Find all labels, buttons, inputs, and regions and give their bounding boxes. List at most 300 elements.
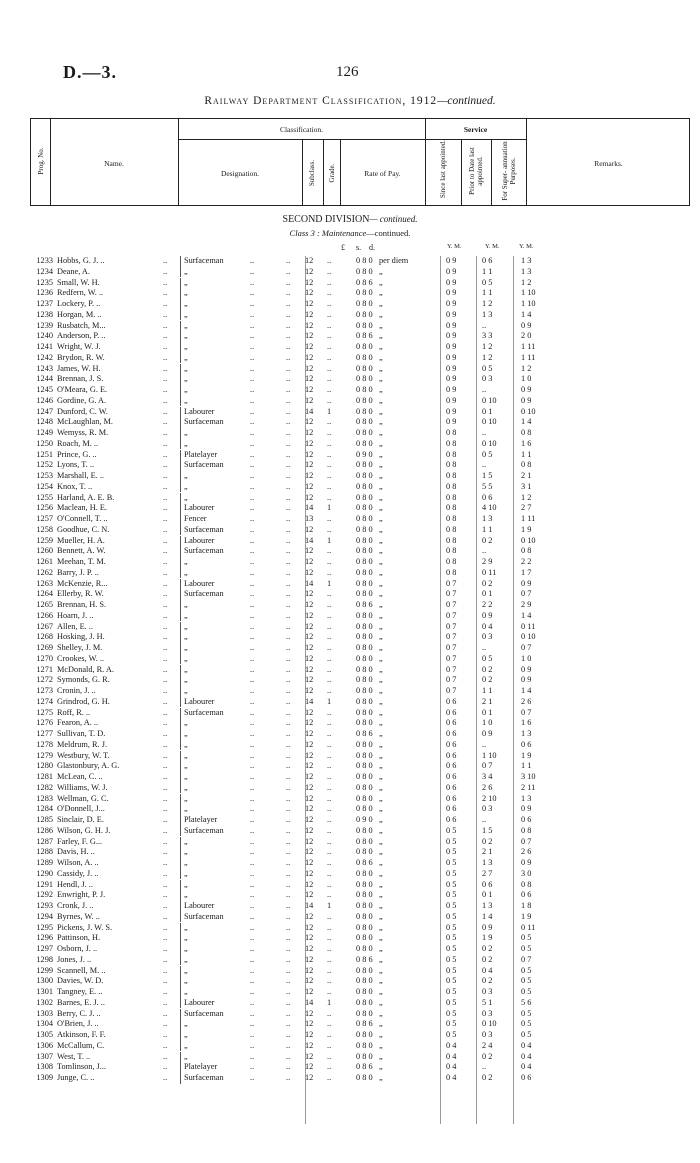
designation: „ (184, 395, 188, 405)
rate-of-pay: 0 8 0 (356, 911, 373, 921)
table-row (0, 880, 700, 891)
rate-of-pay: 0 8 0 (356, 653, 373, 663)
row-number: 1269 (36, 643, 53, 652)
leader-dots: .. (286, 610, 291, 620)
leader-dots: .. (286, 632, 291, 642)
row-number: 1238 (36, 309, 53, 319)
grade: .. (327, 256, 332, 265)
row-number: 1296 (36, 933, 53, 943)
superannuation-service: 0 9 (521, 320, 532, 330)
table-row (0, 675, 700, 686)
leader-dots: .. (250, 395, 255, 405)
leader-dots: .. (163, 277, 168, 287)
leader-dots: .. (163, 524, 168, 534)
designation: „ (184, 772, 188, 781)
leader-dots: .. (163, 761, 168, 771)
column-rule (180, 503, 181, 514)
prior-to-date: 0 3 (482, 1008, 493, 1018)
rate-unit: „ (379, 707, 383, 717)
prior-to-date: 0 2 (482, 836, 493, 846)
leader-dots: .. (286, 782, 291, 792)
rate-of-pay: 0 8 0 (356, 460, 373, 470)
grade: .. (327, 632, 332, 642)
column-rule (180, 428, 181, 439)
rate-of-pay: 0 8 0 (356, 825, 373, 835)
prior-to-date: 3 3 (482, 331, 493, 341)
prior-to-date: 0 9 (482, 922, 493, 932)
leader-dots: .. (163, 675, 168, 685)
leader-dots: .. (163, 589, 168, 599)
leader-dots: .. (250, 675, 255, 685)
grade: .. (327, 524, 332, 534)
leader-dots: .. (250, 653, 255, 663)
grade: .. (327, 288, 332, 298)
superannuation-service: 0 7 (521, 643, 532, 652)
employee-name: Goodhue, C. N. (57, 524, 110, 534)
prior-to-date: .. (482, 320, 487, 330)
rate-unit: „ (379, 1030, 383, 1039)
column-rule (180, 815, 181, 826)
leader-dots: .. (250, 664, 255, 674)
rate-unit: „ (379, 600, 383, 609)
rate-unit: „ (379, 933, 383, 943)
leader-dots: .. (250, 1062, 255, 1072)
column-rule (180, 858, 181, 869)
rate-of-pay: 0 8 0 (356, 266, 373, 276)
row-number: 1286 (36, 825, 53, 835)
rate-of-pay: 0 8 0 (356, 546, 373, 556)
leader-dots: .. (163, 438, 168, 448)
row-number: 1280 (36, 761, 53, 771)
class-label: Class 3 : Maintenance (289, 228, 367, 238)
employee-name: Meldrum, R. J. (57, 739, 108, 749)
rate-unit: „ (379, 761, 383, 771)
subclass: 12 (305, 922, 314, 932)
table-row (0, 1019, 700, 1030)
grade: .. (327, 965, 332, 975)
designation: „ (184, 643, 188, 652)
leader-dots: .. (163, 750, 168, 760)
subclass: 12 (305, 546, 314, 556)
rate-unit: „ (379, 879, 383, 889)
designation: „ (184, 266, 188, 276)
employee-name: Small, W. H. (57, 277, 100, 287)
leader-dots: .. (286, 944, 291, 953)
column-rule (180, 675, 181, 686)
grade: 1 (327, 997, 332, 1007)
division-title-suffix: — continued. (369, 214, 418, 224)
column-rule (180, 740, 181, 751)
designation: „ (184, 481, 188, 491)
subclass: 12 (305, 825, 314, 835)
grade: .. (327, 374, 332, 384)
superannuation-service: 0 8 (521, 546, 532, 556)
since-last-appointed: 0 9 (446, 363, 457, 373)
designation: „ (184, 374, 188, 384)
leader-dots: .. (286, 997, 291, 1007)
prior-to-date: 2 4 (482, 1040, 493, 1050)
leader-dots: .. (250, 266, 255, 276)
superannuation-service: 0 5 (521, 1008, 532, 1018)
superannuation-service: 5 6 (521, 997, 532, 1007)
rate-unit: „ (379, 976, 383, 986)
leader-dots: .. (286, 653, 291, 663)
rate-of-pay: 0 8 6 (356, 858, 373, 867)
superannuation-service: 0 5 (521, 1019, 532, 1029)
since-last-appointed: 0 5 (446, 922, 457, 932)
rate-of-pay: 0 8 0 (356, 772, 373, 781)
since-last-appointed: 0 9 (446, 266, 457, 276)
since-last-appointed: 0 5 (446, 965, 457, 975)
subclass: 12 (305, 363, 314, 373)
employee-name: Westbury, W. T. (57, 750, 110, 760)
prior-to-date: 0 10 (482, 438, 497, 448)
since-last-appointed: 0 5 (446, 997, 457, 1007)
since-last-appointed: 0 8 (446, 481, 457, 491)
since-last-appointed: 0 9 (446, 309, 457, 319)
leader-dots: .. (250, 804, 255, 814)
grade: .. (327, 546, 332, 556)
table-row (0, 568, 700, 579)
employee-name: Redfern, W. .. (57, 288, 104, 298)
leader-dots: .. (286, 696, 291, 706)
grade: .. (327, 750, 332, 760)
subclass: 12 (305, 858, 314, 867)
leader-dots: .. (250, 944, 255, 953)
column-rule (180, 1062, 181, 1073)
grade: 1 (327, 503, 332, 513)
rate-of-pay: 0 8 0 (356, 750, 373, 760)
row-number: 1284 (36, 804, 53, 814)
column-rule (180, 1019, 181, 1030)
leader-dots: .. (286, 277, 291, 287)
employee-name: Gordine, G. A. (57, 395, 107, 405)
designation: „ (184, 858, 188, 867)
row-number: 1248 (36, 417, 53, 427)
leader-dots: .. (286, 438, 291, 448)
table-row (0, 417, 700, 428)
table-row (0, 1073, 700, 1084)
row-number: 1304 (36, 1019, 53, 1029)
designation: „ (184, 793, 188, 803)
superannuation-service: 1 3 (521, 729, 532, 738)
superannuation-service: 0 6 (521, 815, 532, 824)
prior-to-date: 0 1 (482, 406, 493, 416)
column-rule (180, 396, 181, 407)
prior-to-date: 1 1 (482, 686, 493, 695)
subclass: 12 (305, 729, 314, 738)
leader-dots: .. (163, 600, 168, 609)
rate-unit: „ (379, 363, 383, 373)
table-row (0, 1009, 700, 1020)
superannuation-service: 0 7 (521, 589, 532, 599)
grade: .. (327, 460, 332, 470)
leader-dots: .. (286, 933, 291, 943)
grade: .. (327, 1019, 332, 1029)
prior-to-date: 0 4 (482, 621, 493, 631)
subclass: 12 (305, 965, 314, 975)
superannuation-service: 0 6 (521, 890, 532, 900)
rate-of-pay: 0 8 0 (356, 514, 373, 523)
since-last-appointed: 0 4 (446, 1073, 457, 1082)
grade: .. (327, 804, 332, 814)
leader-dots: .. (163, 309, 168, 319)
rate-unit: „ (379, 965, 383, 975)
subclass: 12 (305, 750, 314, 760)
employee-name: Horgan, M. .. (57, 309, 102, 319)
superannuation-service: 1 0 (521, 653, 532, 663)
col-since-last: Since last appointed. (439, 139, 447, 199)
since-last-appointed: 0 9 (446, 331, 457, 341)
leader-dots: .. (250, 492, 255, 502)
leader-dots: .. (286, 471, 291, 480)
rate-unit: „ (379, 578, 383, 588)
leader-dots: .. (163, 567, 168, 577)
leader-dots: .. (286, 1019, 291, 1029)
rate-of-pay: 0 8 0 (356, 761, 373, 771)
row-number: 1250 (36, 438, 53, 448)
leader-dots: .. (286, 363, 291, 373)
row-number: 1268 (36, 632, 53, 642)
leader-dots: .. (250, 911, 255, 921)
table-row (0, 374, 700, 385)
rate-unit: „ (379, 395, 383, 405)
since-last-appointed: 0 8 (446, 524, 457, 534)
since-last-appointed: 0 6 (446, 815, 457, 824)
employee-name: Lockery, P. .. (57, 299, 101, 308)
page-title (0, 95, 700, 107)
grade: .. (327, 815, 332, 824)
since-last-appointed: 0 5 (446, 879, 457, 889)
table-row (0, 998, 700, 1009)
rate-unit: „ (379, 686, 383, 695)
employee-name: Fearon, A. .. (57, 718, 99, 728)
rate-of-pay: 0 8 0 (356, 589, 373, 599)
rate-of-pay: 0 8 0 (356, 352, 373, 362)
row-number: 1233 (36, 256, 53, 265)
leader-dots: .. (250, 933, 255, 943)
superannuation-service: 0 6 (521, 739, 532, 749)
column-rule (180, 1009, 181, 1020)
rate-of-pay: 0 8 0 (356, 976, 373, 986)
employee-name: McDonald, R. A. (57, 664, 114, 674)
rate-unit: „ (379, 954, 383, 964)
subclass: 12 (305, 664, 314, 674)
designation: „ (184, 567, 188, 577)
rate-of-pay: 0 8 0 (356, 643, 373, 652)
table-row (0, 708, 700, 719)
leader-dots: .. (163, 331, 168, 341)
leader-dots: .. (286, 600, 291, 609)
since-last-appointed: 0 9 (446, 374, 457, 384)
superannuation-service: 0 8 (521, 428, 532, 437)
table-row (0, 794, 700, 805)
subclass: 14 (305, 901, 314, 910)
leader-dots: .. (163, 793, 168, 803)
designation: Surfaceman (184, 825, 224, 835)
subclass: 12 (305, 1008, 314, 1018)
designation: „ (184, 987, 188, 996)
subclass: 12 (305, 492, 314, 502)
subclass: 12 (305, 277, 314, 287)
column-rule (180, 417, 181, 428)
table-row (0, 718, 700, 729)
rate-of-pay: 0 8 0 (356, 557, 373, 566)
since-last-appointed: 0 5 (446, 976, 457, 986)
designation: „ (184, 664, 188, 674)
class-suffix: —continued. (366, 228, 411, 238)
designation: „ (184, 557, 188, 566)
leader-dots: .. (163, 911, 168, 921)
rate-of-pay: 0 8 0 (356, 1073, 373, 1082)
rate-of-pay: 0 8 0 (356, 922, 373, 932)
leader-dots: .. (286, 901, 291, 910)
table-row (0, 761, 700, 772)
superannuation-service: 1 1 (521, 449, 532, 459)
designation: „ (184, 1040, 188, 1050)
designation: „ (184, 492, 188, 502)
row-number: 1246 (36, 395, 53, 405)
row-number: 1266 (36, 610, 53, 620)
leader-dots: .. (286, 492, 291, 502)
designation: „ (184, 965, 188, 975)
prior-to-date: 0 4 (482, 965, 493, 975)
page-number: 126 (336, 64, 359, 80)
leader-dots: .. (286, 686, 291, 695)
leader-dots: .. (286, 793, 291, 803)
superannuation-service: 0 9 (521, 675, 532, 685)
designation: „ (184, 600, 188, 609)
column-rule (180, 267, 181, 278)
row-number: 1237 (36, 299, 53, 308)
employee-name: Scannell, M. .. (57, 965, 106, 975)
table-row (0, 847, 700, 858)
prior-to-date: .. (482, 1062, 487, 1072)
prior-to-date: 2 7 (482, 868, 493, 878)
designation: „ (184, 299, 188, 308)
rate-of-pay: 0 8 6 (356, 331, 373, 341)
subclass: 12 (305, 1030, 314, 1039)
rate-of-pay: 0 8 0 (356, 944, 373, 953)
subclass: 12 (305, 911, 314, 921)
row-number: 1240 (36, 331, 53, 341)
employee-name: Wilson, A. .. (57, 858, 99, 867)
leader-dots: .. (250, 449, 255, 459)
document-code: D.—3. (63, 62, 117, 82)
leader-dots: .. (163, 632, 168, 642)
rate-of-pay: 0 8 6 (356, 277, 373, 287)
leader-dots: .. (250, 718, 255, 728)
row-number: 1298 (36, 954, 53, 964)
leader-dots: .. (163, 976, 168, 986)
designation: Surfaceman (184, 1073, 224, 1082)
employee-name: Pattinson, H. (57, 933, 101, 943)
row-number: 1249 (36, 428, 53, 437)
rate-unit: „ (379, 299, 383, 308)
grade: .. (327, 621, 332, 631)
leader-dots: .. (286, 309, 291, 319)
since-last-appointed: 0 6 (446, 761, 457, 771)
since-last-appointed: 0 5 (446, 825, 457, 835)
rate-unit: „ (379, 460, 383, 470)
superannuation-service: 1 11 (521, 342, 536, 351)
rate-of-pay: 0 8 0 (356, 471, 373, 480)
table-row (0, 364, 700, 375)
table-row (0, 643, 700, 654)
employee-name: Barry, J. P. .. (57, 567, 99, 577)
column-rule (180, 1052, 181, 1063)
leader-dots: .. (250, 696, 255, 706)
rate-unit: „ (379, 1073, 383, 1082)
row-number: 1244 (36, 374, 53, 384)
leader-dots: .. (163, 879, 168, 889)
designation: „ (184, 428, 188, 437)
rate-unit: „ (379, 739, 383, 749)
rate-of-pay: 0 8 0 (356, 1040, 373, 1050)
employee-name: Enwright, P. J. (57, 890, 106, 900)
since-last-appointed: 0 9 (446, 256, 457, 265)
table-row (0, 632, 700, 643)
table-row (0, 804, 700, 815)
designation: „ (184, 868, 188, 878)
leader-dots: .. (286, 428, 291, 437)
designation: „ (184, 1019, 188, 1029)
rate-unit: „ (379, 557, 383, 566)
rate-of-pay: 0 8 0 (356, 1051, 373, 1061)
leader-dots: .. (286, 589, 291, 599)
column-rule (180, 901, 181, 912)
since-last-appointed: 0 8 (446, 514, 457, 523)
row-number: 1253 (36, 471, 53, 480)
grade: .. (327, 922, 332, 932)
employee-name: Maclean, H. E. (57, 503, 107, 513)
leader-dots: .. (286, 1062, 291, 1072)
table-row (0, 933, 700, 944)
prior-to-date: 1 2 (482, 342, 493, 351)
table-row (0, 665, 700, 676)
since-last-appointed: 0 7 (446, 632, 457, 642)
rate-unit: „ (379, 997, 383, 1007)
since-last-appointed: 0 8 (446, 428, 457, 437)
leader-dots: .. (250, 793, 255, 803)
table-row (0, 697, 700, 708)
grade: .. (327, 385, 332, 394)
subclass: 14 (305, 406, 314, 416)
leader-dots: .. (250, 460, 255, 470)
grade: .. (327, 395, 332, 405)
row-number: 1285 (36, 815, 53, 824)
prior-to-date: 0 1 (482, 890, 493, 900)
rate-of-pay: 0 8 0 (356, 395, 373, 405)
leader-dots: .. (250, 750, 255, 760)
table-row (0, 482, 700, 493)
prior-to-date: 1 0 (482, 718, 493, 728)
since-last-appointed: 0 7 (446, 686, 457, 695)
column-rule (180, 342, 181, 353)
grade: .. (327, 954, 332, 964)
leader-dots: .. (286, 643, 291, 652)
leader-dots: .. (250, 858, 255, 867)
superannuation-service: 2 0 (521, 331, 532, 341)
row-number: 1297 (36, 944, 53, 953)
column-rule (180, 837, 181, 848)
employee-name: Sinclair, D. E. (57, 815, 104, 824)
leader-dots: .. (250, 514, 255, 523)
table-row (0, 407, 700, 418)
designation: Surfaceman (184, 707, 224, 717)
row-number: 1293 (36, 901, 53, 910)
leader-dots: .. (286, 331, 291, 341)
